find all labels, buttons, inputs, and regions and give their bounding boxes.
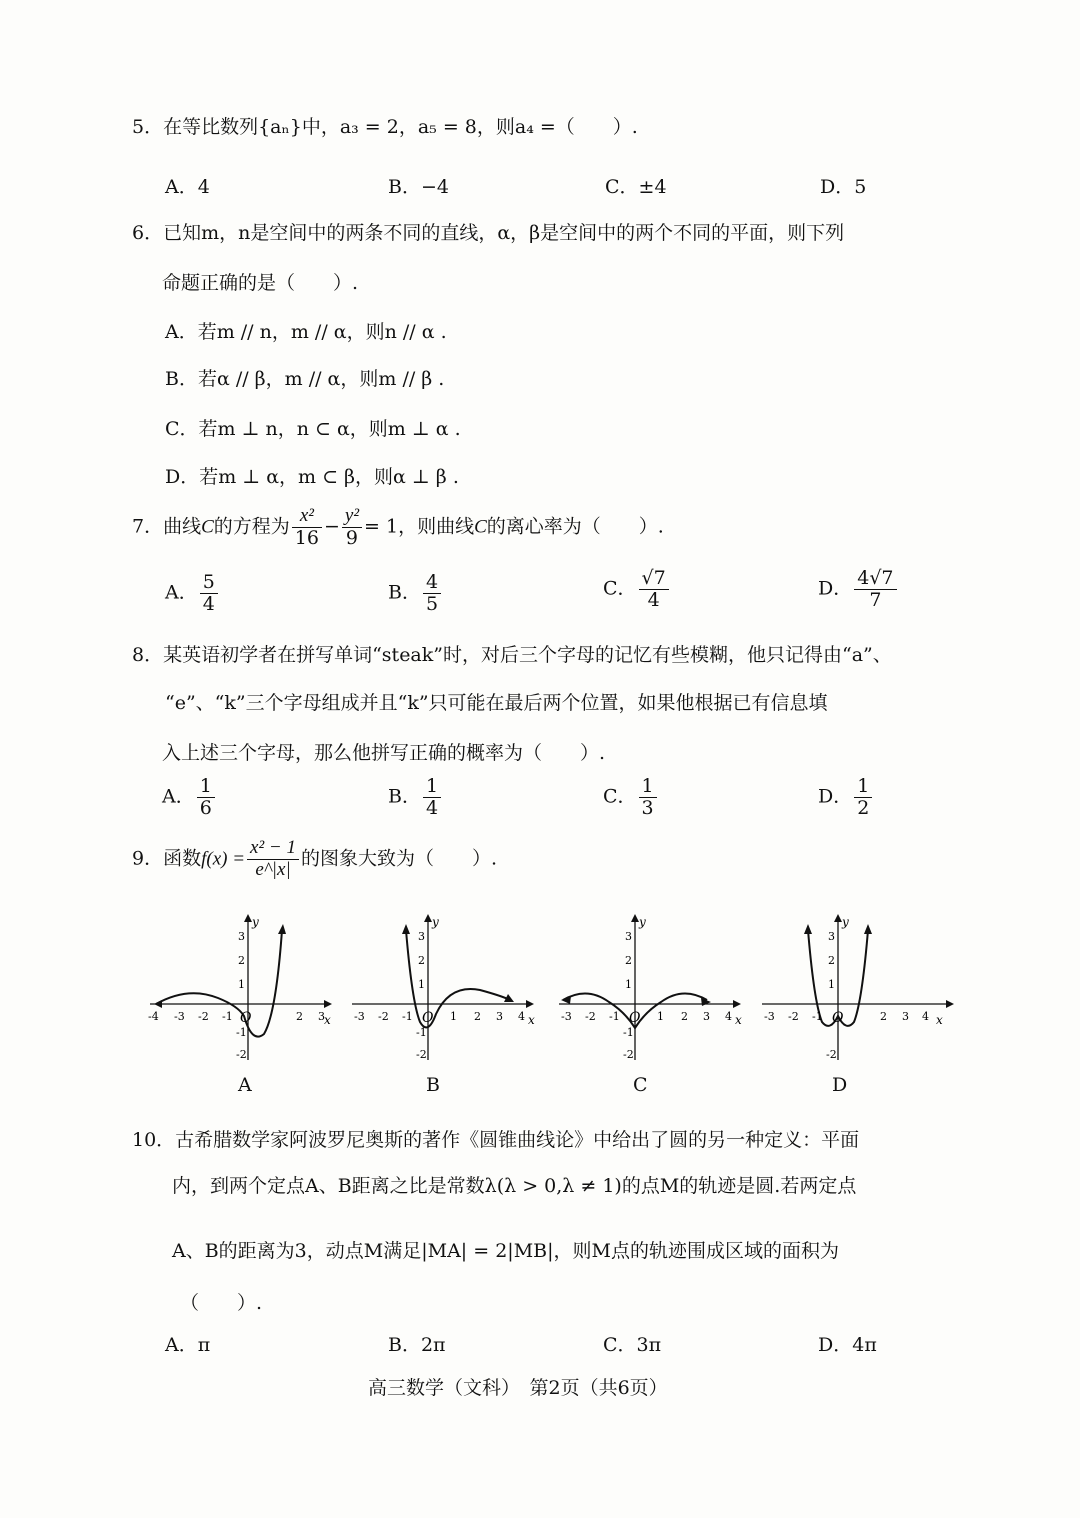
q10-line3: A、B的距离为3，动点M满足|MA| = 2|MB|，则M点的轨迹围成区域的面积为 [172, 1240, 839, 1262]
svg-text:1: 1 [625, 978, 632, 991]
svg-text:2: 2 [625, 954, 632, 967]
q6-option-b: B．若α // β，m // α，则m // β . [165, 368, 445, 390]
q10-option-d: D．4π [818, 1334, 877, 1356]
q8-option-b: B． $\frac{1}{4}$ [388, 776, 443, 819]
q9-stem: 9．函数f(x) = $\frac{\text{x² − 1}}{e\^{}|x|}$ 的图象大致为（ ）. [132, 837, 498, 880]
q6-option-d: D．若m ⊥ α，m ⊂ β，则α ⊥ β . [165, 466, 459, 488]
svg-text:-3: -3 [561, 1010, 572, 1023]
q5-option-c: C．±4 [605, 176, 667, 198]
q7-prefix: 7．曲线 [132, 515, 202, 538]
svg-text:x: x [324, 1013, 331, 1027]
q6-stem-line2: 命题正确的是（ ）. [162, 272, 359, 294]
svg-text:3: 3 [496, 1010, 503, 1023]
svg-text:1: 1 [238, 978, 245, 991]
q7-frac-y: $\frac{\text{y²}}{9}$ [342, 506, 362, 549]
q9-frac: $\frac{\text{x² − 1}}{e\^{}|x|}$ [247, 838, 299, 881]
svg-text:4: 4 [922, 1010, 929, 1023]
q10-line4: （ ）. [180, 1292, 263, 1314]
q6-stem-line1: 6．已知m，n是空间中的两条不同的直线，α，β是空间中的两个不同的平面，则下列 [132, 222, 845, 244]
q7-suffix: 的离心率为（ ）. [486, 515, 664, 538]
svg-text:-3: -3 [764, 1010, 775, 1023]
q7-option-b: B． $\frac{4}{5}$ [388, 572, 443, 615]
svg-text:2: 2 [880, 1010, 887, 1023]
svg-text:x: x [936, 1013, 943, 1027]
q5-option-d: D．5 [820, 176, 867, 198]
svg-text:-1: -1 [402, 1010, 413, 1023]
page-footer: 高三数学（文科） 第2页（共6页） [368, 1377, 668, 1399]
svg-text:-2: -2 [236, 1048, 247, 1061]
svg-text:3: 3 [418, 930, 425, 943]
graph-label-c: C [633, 1074, 648, 1096]
svg-text:y: y [432, 915, 439, 929]
svg-text:y: y [842, 915, 849, 929]
svg-text:O: O [240, 1010, 252, 1026]
svg-text:3: 3 [828, 930, 835, 943]
q8-line2: “e”、“k”三个字母组成并且“k”只可能在最后两个位置，如果他根据已有信息填 [165, 692, 828, 714]
svg-text:3: 3 [625, 930, 632, 943]
svg-text:-1: -1 [812, 1010, 823, 1023]
q10-option-c: C．3π [603, 1334, 662, 1356]
q7-option-d: D． $\frac{4√7}{7}$ [818, 568, 899, 611]
graph-b [350, 912, 540, 1062]
svg-text:1: 1 [450, 1010, 457, 1023]
svg-text:3: 3 [318, 1010, 325, 1023]
q7-option-a: A． $\frac{5}{4}$ [165, 572, 220, 615]
svg-text:1: 1 [418, 978, 425, 991]
svg-text:y: y [252, 915, 259, 929]
q7-mid: 的方程为 [213, 515, 290, 538]
svg-text:2: 2 [681, 1010, 688, 1023]
svg-text:-2: -2 [788, 1010, 799, 1023]
q8-option-d: D． $\frac{1}{2}$ [818, 776, 874, 819]
q7-curve-c: C [201, 516, 214, 538]
svg-text:1: 1 [657, 1010, 664, 1023]
graph-d [760, 912, 960, 1062]
svg-text:3: 3 [703, 1010, 710, 1023]
q10-option-b: B．2π [388, 1334, 446, 1356]
q8-line3: 入上述三个字母，那么他拼写正确的概率为（ ）. [162, 742, 606, 764]
svg-text:O: O [832, 1010, 844, 1026]
svg-text:-1: -1 [416, 1026, 427, 1039]
svg-text:-1: -1 [222, 1010, 233, 1023]
q10-option-a: A．π [165, 1334, 211, 1356]
svg-text:4: 4 [518, 1010, 525, 1023]
svg-text:-2: -2 [378, 1010, 389, 1023]
graph-label-d: D [832, 1074, 848, 1096]
svg-text:2: 2 [296, 1010, 303, 1023]
graph-label-b: B [426, 1074, 440, 1096]
svg-text:O: O [422, 1010, 434, 1026]
svg-text:-1: -1 [236, 1026, 247, 1039]
q7-eq: = 1，则曲线 [364, 515, 475, 538]
svg-text:-2: -2 [623, 1048, 634, 1061]
svg-text:-2: -2 [585, 1010, 596, 1023]
q10-line2: 内，到两个定点A、B距离之比是常数λ(λ > 0,λ ≠ 1)的点M的轨迹是圆.若两定点 [172, 1175, 857, 1197]
svg-text:-3: -3 [174, 1010, 185, 1023]
q7-stem: 7．曲线C的方程为 $\frac{\text{x²}}{16}$ − $\frac{\text{y²}}{9}$ = 1，则曲线C的离心率为（ ）. [132, 505, 664, 549]
svg-text:x: x [735, 1013, 742, 1027]
q9-fx: f(x) = [201, 848, 246, 870]
q5-stem: 5．在等比数列{aₙ}中，a₃ = 2，a₅ = 8，则a₄ =（ ）. [132, 116, 638, 138]
svg-text:2: 2 [828, 954, 835, 967]
svg-text:4: 4 [725, 1010, 732, 1023]
svg-text:2: 2 [418, 954, 425, 967]
svg-text:-1: -1 [609, 1010, 620, 1023]
q10-line1: 10．古希腊数学家阿波罗尼奥斯的著作《圆锥曲线论》中给出了圆的另一种定义：平面 [132, 1129, 860, 1151]
svg-text:y: y [639, 915, 646, 929]
q6-option-a: A．若m // n，m // α，则n // α . [165, 321, 447, 343]
svg-text:3: 3 [238, 930, 245, 943]
graph-a [148, 912, 338, 1062]
svg-text:x: x [528, 1013, 535, 1027]
svg-text:-3: -3 [354, 1010, 365, 1023]
q8-line1: 8．某英语初学者在拼写单词“steak”时，对后三个字母的记忆有些模糊，他只记得由“a”、 [132, 644, 892, 666]
q7-frac-x: $\frac{\text{x²}}{16}$ [292, 506, 322, 549]
q5-option-a: A．4 [165, 176, 210, 198]
svg-text:-2: -2 [416, 1048, 427, 1061]
svg-text:O: O [629, 1010, 641, 1026]
q5-option-b: B．−4 [388, 176, 449, 198]
svg-text:2: 2 [474, 1010, 481, 1023]
svg-text:-2: -2 [826, 1048, 837, 1061]
q7-option-c: C． $\frac{√7}{4}$ [603, 568, 671, 611]
svg-text:2: 2 [238, 954, 245, 967]
graph-label-a: A [238, 1074, 252, 1096]
svg-text:-1: -1 [623, 1026, 634, 1039]
q8-option-a: A． $\frac{1}{6}$ [162, 776, 217, 819]
svg-text:-2: -2 [198, 1010, 209, 1023]
svg-text:-4: -4 [148, 1010, 159, 1023]
svg-text:3: 3 [902, 1010, 909, 1023]
q6-option-c: C．若m ⊥ n，n ⊂ α，则m ⊥ α . [165, 418, 461, 440]
q8-option-c: C． $\frac{1}{3}$ [603, 776, 659, 819]
graph-c [557, 912, 747, 1062]
svg-text:1: 1 [828, 978, 835, 991]
